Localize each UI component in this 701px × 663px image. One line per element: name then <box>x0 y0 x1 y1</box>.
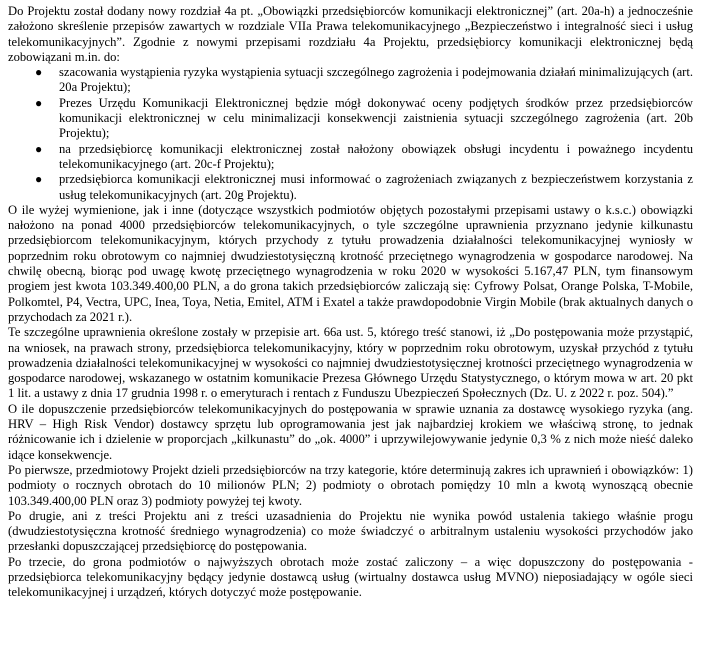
list-item <box>8 65 693 96</box>
list-item <box>8 142 693 173</box>
bullet-icon: ● <box>35 172 43 187</box>
list-item-text: na przedsiębiorcę komunikacji elektronicznej został nałożony obowiązek obsługi incydentu i poważnego incydentu telekomunikacyjnego (art. 20c-f Projektu); <box>59 141 693 171</box>
paragraph-hrv: O ile dopuszczenie przedsiębiorców telekomunikacyjnych do postępowania w sprawie uznania za dostawcę wysokiego ryzyka (ang. HRV – High Risk Vendor) dostawcy sprzętu lub oprogramowania jest jak najbardziej krokiem we właściwą stronę, to jednak różnicowanie ich i dzielenie w proporcjach „kilkunastu” do „ok. 4000” i uprzywilejowywanie jedynie 0,3 % z nich może nieść daleko idące konsekwencje. <box>8 401 693 462</box>
list-item-text: przedsiębiorca komunikacji elektronicznej musi informować o zagrożeniach związanych z bezpieczeństwem korzystania z usług telekomunikacyjnych (art. 20g Projektu). <box>59 172 693 202</box>
intro-paragraph: Do Projektu został dodany nowy rozdział 4a pt. „Obowiązki przedsiębiorców komunikacji elektronicznej” (art. 20a-h) a jednocześnie założono skreślenie przepisów zawartych w rozdziale VIIa Prawa telekomunikacyjnego „Bezpieczeństwo i integralność sieci i usług telekomunikacyjnych”. Zgodnie z nowymi przepisami rozdziału 4a Projektu, przedsiębiorcy komunikacji elektronicznej będą zobowiązani m.in. do: <box>8 4 693 64</box>
list-item <box>8 96 693 142</box>
paragraph-second: Po drugie, ani z treści Projektu ani z treści uzasadnienia do Projektu nie wynika powód ustalenia takiego właśnie progu (dwudziestotysięczna krotność średniego wynagrodzenia) co może świadczyć o arbitralnym ustaleniu wysokości przychodów jako przesłanki dopuszczającej przedsiębiorcę do postępowania. <box>8 508 693 554</box>
obligations-list <box>8 65 693 203</box>
bullet-icon: ● <box>35 95 43 110</box>
list-item-text: Prezes Urzędu Komunikacji Elektronicznej będzie mógł dokonywać oceny podjętych środków przez przedsiębiorców komunikacji elektronicznej w celu minimalizacji konsekwencji zaistnienia sytuacji szczególnego zagrożenia (art. 20b Projektu); <box>59 95 693 141</box>
paragraph-first: Po pierwsze, przedmiotowy Projekt dzieli przedsiębiorców na trzy kategorie, które determinują zakres ich uprawnień i obowiązków: 1) podmioty o rocznych obrotach do 10 milionów PLN; 2) podmioty o obrotach pomiędzy 10 mln a kwotą wynoszącą obecnie 103.349.400,00 PLN oraz 3) podmioty powyżej tej kwoty. <box>8 462 693 508</box>
list-item <box>8 172 693 203</box>
paragraph-third: Po trzecie, do grona podmiotów o najwyższych obrotach może zostać zaliczony – a więc dopuszczony do postępowania - przedsiębiorca telekomunikacyjny będący jedynie dostawcą usług (wirtualny dostawca usług MVNO) nieposiadający w ogóle sieci telekomunikacyjnej i urządzeń, których dotyczyć może postępowanie. <box>8 554 693 600</box>
bullet-icon: ● <box>35 65 43 80</box>
paragraph-privileged-operators: O ile wyżej wymienione, jak i inne (dotyczące wszystkich podmiotów objętych pozostałymi przepisami ustawy o k.s.c.) obowiązki nałożono na ponad 4000 przedsiębiorców telekomunikacyjnych, o tyle szczególne uprawnienia przyznano jedynie kilkunastu przedsiębiorcom telekomunikacyjnym, których przychody z tytułu prowadzenia działalności telekomunikacyjnej wyniosły w poprzednim roku obrotowym co najmniej dwudziestotysięczną krotność przeciętnego wynagrodzenia w gospodarce narodowej. Na chwilę obecną, biorąc pod uwagę kwotę przeciętnego wynagrodzenia w roku 2020 w wysokości 5.167,47 PLN, tym finansowym progiem jest kwota 103.349.400,00 PLN, a do grona takich przedsiębiorców zaliczają się: Cyfrowy Polsat, Orange Polska, T-Mobile, Polkomtel, P4, Vectra, UPC, Inea, Toya, Netia, Emitel, ATM i Exatel a także prawdopodobnie Virgin Mobile (brak aktualnych danych o przychodach za 2021 r.). <box>8 202 693 324</box>
bullet-icon: ● <box>35 141 43 156</box>
paragraph-art-66a: Te szczególne uprawnienia określone zostały w przepisie art. 66a ust. 5, którego treść stanowi, iż „Do postępowania może przystąpić, na wniosek, na prawach strony, przedsiębiorca telekomunikacyjny, który w poprzednim roku obrotowym, uzyskał przychód z tytułu prowadzenia działalności telekomunikacyjnej w wysokości co najmniej dwudziestotysięcznej krotności przeciętnego wynagrodzenia w gospodarce narodowej, wskazanego w ostatnim komunikacie Prezesa Głównego Urzędu Statystycznego, o którym mowa w art. 20 pkt 1 lit. a ustawy z dnia 17 grudnia 1998 r. o emeryturach i rentach z Funduszu Ubezpieczeń Społecznych (Dz. U. z 2022 r. poz. 504).” <box>8 325 693 401</box>
list-item-text: szacowania wystąpienia ryzyka wystąpienia sytuacji szczególnego zagrożenia i podejmowania działań minimalizujących (art. 20a Projektu); <box>59 65 693 95</box>
